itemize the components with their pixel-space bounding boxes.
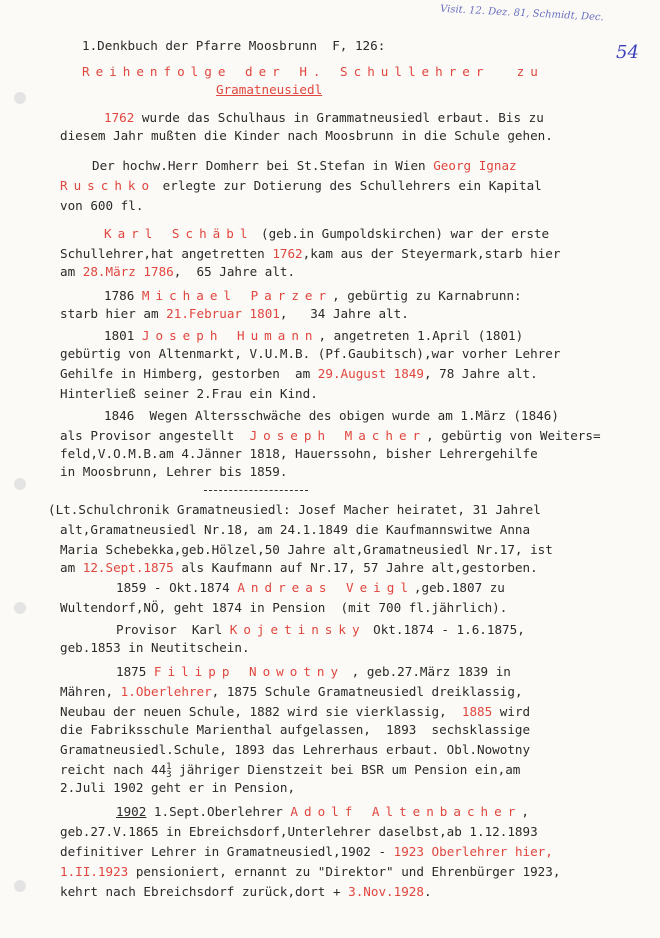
red-date: 29.August — [317, 366, 387, 381]
text-line: von 600 fl. — [60, 198, 144, 213]
text-line: 1902 1.Sept.Oberlehrer Adolf Altenbacher, — [116, 804, 529, 819]
red-date: 28.März 1786 — [82, 264, 174, 279]
text-line: Neubau der neuen Schule, 1882 wird sie vierklassig, 1885 wird — [60, 704, 531, 719]
title-line-1: Reihenfolge der H. Schullehrer zu — [82, 64, 544, 79]
text-line: starb hier am 21.Februar 1801, 34 Jahre alt. — [60, 306, 409, 321]
text-line: am 28.März 1786, 65 Jahre alt. — [60, 264, 296, 279]
text-line: am 12.Sept.1875 als Kaufmann auf Nr.17, 57 Jahre alt,gestorben. — [60, 560, 538, 575]
red-name: Ruschko — [60, 178, 156, 193]
year-underlined: 1902 — [116, 804, 147, 819]
text-line: geb.1853 in Neutitschein. — [60, 640, 250, 655]
red-year: 1762 — [272, 246, 303, 261]
red-date: 21.Februar 1801 — [166, 306, 280, 321]
red-date: 3.Nov.1928 — [348, 884, 424, 899]
text-line: 1762 wurde das Schulhaus in Grammatneusiedl erbaut. Bis zu — [104, 110, 544, 125]
text-line: diesem Jahr mußten die Kinder nach Moosbrunn in die Schule gehen. — [60, 128, 553, 143]
red-name: Adolf Altenbacher — [290, 804, 522, 819]
text-line: Provisor Karl Kojetinsky Okt.1874 - 1.6.1875, — [116, 622, 525, 637]
red-title: 1.Oberlehrer — [120, 684, 212, 699]
page-number: 54 — [616, 42, 639, 63]
punch-hole — [14, 880, 26, 892]
red-name: Joseph Humann — [141, 328, 319, 343]
text-line: Der hochw.Herr Domherr bei St.Stefan in Wien Georg Ignaz — [92, 158, 517, 173]
red-name: Andreas Veigl — [237, 580, 414, 595]
text-line: Hinterließ seiner 2.Frau ein Kind. — [60, 386, 318, 401]
fraction: 1 3 — [166, 761, 172, 780]
text-line: 2.Juli 1902 geht er in Pension, — [60, 780, 296, 795]
text-line: Gehilfe in Himberg, gestorben am 29.August 1849, 78 Jahre alt. — [60, 366, 538, 381]
text-line: gebürtig von Altenmarkt, V.U.M.B. (Pf.Gaubitsch),war vorher Lehrer — [60, 346, 561, 361]
red-name: Kojetinsky — [229, 622, 366, 637]
red-date: 1.II.1923 — [60, 864, 129, 879]
margin-note: Visit. 12. Dez. 81, Schmidt, Dec. — [439, 3, 604, 24]
text-line: die Fabriksschule Marienthal aufgelassen, 1893 sechsklassige — [60, 722, 531, 737]
text-line: 1846 Wegen Altersschwäche des obigen wurde am 1.März (1846) — [104, 408, 559, 423]
text-line: Maria Schebekka,geb.Hölzel,50 Jahre alt,Gramatneusiedl Nr.17, ist — [60, 542, 553, 557]
red-year: 1762 — [104, 110, 135, 125]
text-line: (Lt.Schulchronik Gramatneusiedl: Josef Macher heiratet, 31 Jahrel — [48, 502, 541, 517]
red-name: Michael Parzer — [141, 288, 333, 303]
text-line: 1786 Michael Parzer, gebürtig zu Karnabrunn: — [104, 288, 522, 303]
text-line: Gramatneusiedl.Schule, 1893 das Lehrerhaus erbaut. Obl.Nowotny — [60, 742, 531, 757]
red-date: 12.Sept.1875 — [82, 560, 174, 575]
text-line: reicht nach 441 3 jähriger Dienstzeit bei BSR um Pension ein,am — [60, 761, 521, 780]
text-line: 1875 Filipp Nowotny , geb.27.März 1839 in — [116, 664, 511, 679]
punch-hole — [14, 478, 26, 490]
text-line: 1.II.1923 pensioniert, ernannt zu "Direktor" und Ehrenbürger 1923, — [60, 864, 561, 879]
red-name: Filipp Nowotny — [153, 664, 345, 679]
text-line: Karl Schäbl (geb.in Gumpoldskirchen) war der erste — [104, 226, 550, 241]
text-line: Ruschko erlegte zur Dotierung des Schullehrers ein Kapital — [60, 178, 542, 193]
red-name: Karl Schäbl — [104, 226, 254, 241]
red-text: 1923 Oberlehrer hier, — [393, 844, 553, 859]
text-line: alt,Gramatneusiedl Nr.18, am 24.1.1849 die Kaufmannswitwe Anna — [60, 522, 531, 537]
text-line: Wultendorf,NÖ, geht 1874 in Pension (mit 700 fl.jährlich). — [60, 600, 508, 615]
text-line: Schullehrer,hat angetretten 1762,kam aus der Steyermark,starb hier — [60, 246, 561, 261]
text-line: 1801 Joseph Humann, angetreten 1.April (1801) — [104, 328, 524, 343]
red-year: 1849 — [393, 366, 424, 381]
text-line: kehrt nach Ebreichsdorf zurück,dort + 3.Nov.1928. — [60, 884, 432, 899]
red-name: Georg Ignaz — [433, 158, 517, 173]
text-line: Mähren, 1.Oberlehrer, 1875 Schule Gramatneusiedl dreiklassig, — [60, 684, 523, 699]
text-line: 1859 - Okt.1874 Andreas Veigl,geb.1807 zu — [116, 580, 505, 595]
text-line: als Provisor angestellt Joseph Macher, gebürtig von Weiters= — [60, 428, 601, 443]
red-year: 1885 — [461, 704, 493, 719]
text-line: geb.27.V.1865 in Ebreichsdorf,Unterlehrer daselbst,ab 1.12.1893 — [60, 824, 538, 839]
title-line-2: Gramatneusiedl — [216, 82, 323, 97]
text-line: definitiver Lehrer in Gramatneusiedl,1902 - 1923 Oberlehrer hier, — [60, 844, 553, 859]
red-name: Joseph Macher — [249, 428, 427, 443]
punch-hole — [14, 602, 26, 614]
header-line: 1.Denkbuch der Pfarre Moosbrunn F, 126: — [82, 38, 386, 53]
separator-rule — [204, 490, 308, 491]
text-line: feld,V.O.M.B.am 4.Jänner 1818, Hauerssohn, bisher Lehrergehilfe — [60, 446, 538, 461]
text-line: in Moosbrunn, Lehrer bis 1859. — [60, 464, 288, 479]
punch-hole — [14, 92, 26, 104]
